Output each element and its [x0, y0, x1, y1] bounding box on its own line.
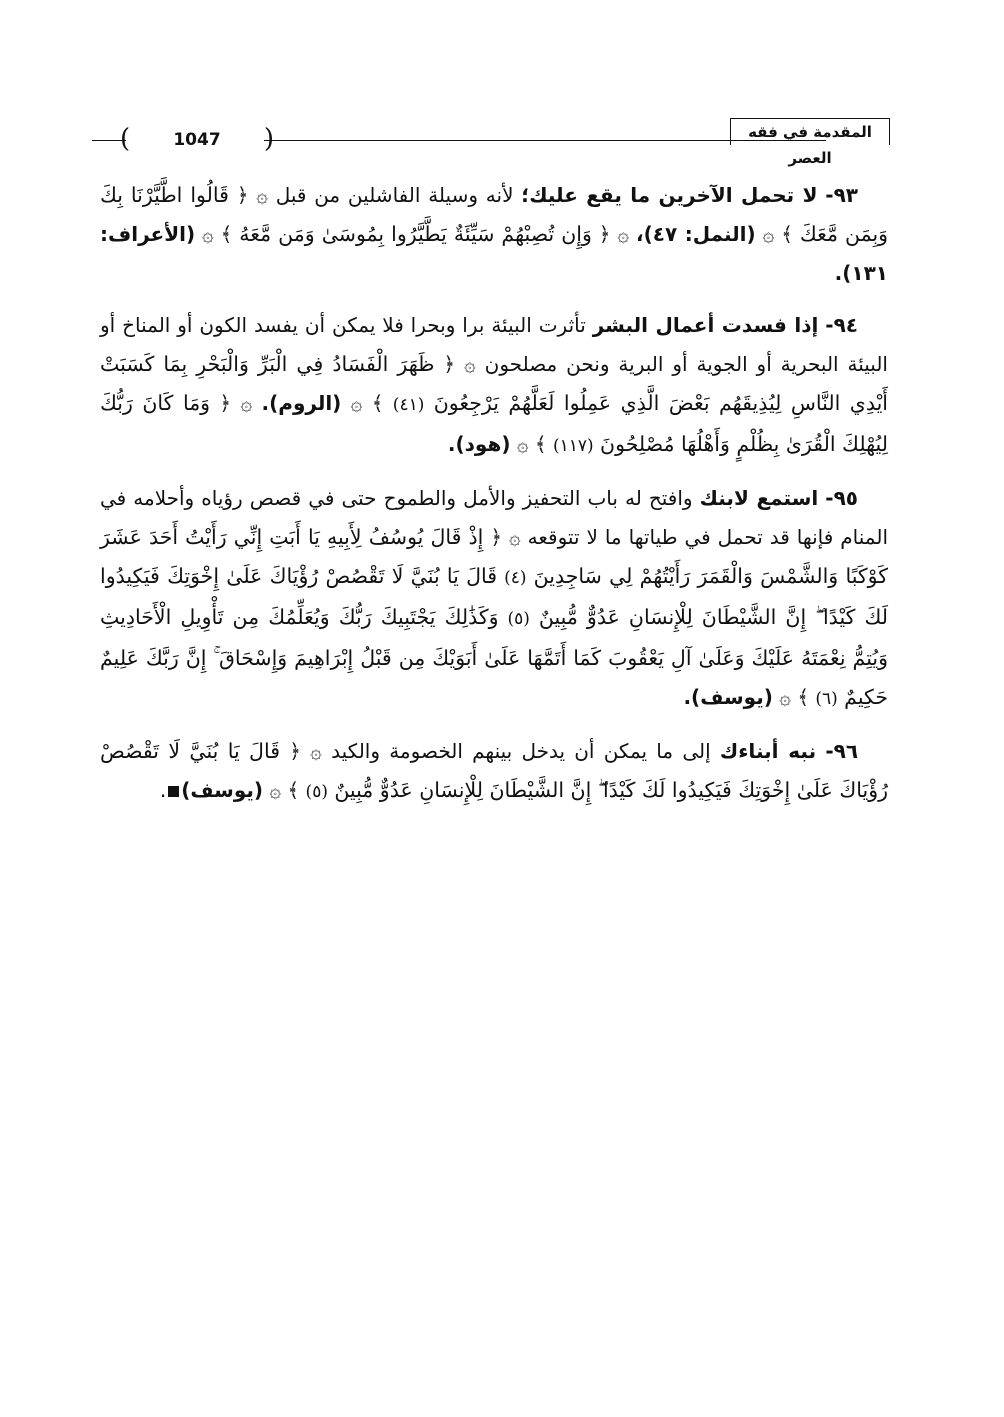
verse-open-bracket: ﴿: [219, 391, 232, 415]
verse-close-bracket: ﴾: [797, 685, 810, 709]
page-body: [100, 176, 888, 825]
verse-mark-icon: ۞: [762, 222, 775, 246]
item-number: ٩٥-: [825, 486, 859, 510]
ayah-number: (١١٧): [553, 436, 594, 456]
quran-verse: وَإِن تُصِبْهُمْ سَيِّئَةٌ يَطَّيَّرُوا بِمُوسَىٰ وَمَن مَّعَهُ: [239, 222, 592, 246]
item-number: ٩٣-: [825, 183, 858, 207]
quran-verse: ظَهَرَ الْفَسَادُ فِي الْبَرِّ وَالْبَحْرِ بِمَا كَسَبَتْ أَيْدِي النَّاسِ لِيُذِيقَهُم بَعْضَ الَّذِي عَمِلُوا لَعَلَّهُمْ يَرْجِعُونَ: [100, 352, 889, 415]
verse-mark-icon: ۞: [516, 432, 529, 456]
ayah-number: (٦): [815, 689, 838, 709]
item-number: ٩٤-: [825, 313, 858, 337]
verse-mark-icon: ۞: [201, 222, 214, 246]
verse-mark-icon: ۞: [269, 778, 282, 802]
quran-verse: قَالُوا اطَّيَّرْنَا بِكَ وَبِمَن مَّعَكَ: [100, 183, 889, 246]
page-number: 1047: [173, 130, 221, 150]
item-text: تأثرت البيئة برا وبحرا فلا يمكن أن يفسد الكون أو المناخ أو البيئة البحرية أو الجوية أو البرية ونحن مصلحون: [100, 313, 888, 376]
page-number-badge: [120, 124, 274, 154]
verse-mark-icon: ۞: [350, 391, 363, 415]
ayah-number: (٥): [507, 609, 530, 629]
ayah-number: (٤): [504, 568, 527, 588]
quran-verse: وَكَذَٰلِكَ يَجْتَبِيكَ رَبُّكَ وَيُعَلِّمُكَ مِن تَأْوِيلِ الْأَحَادِيثِ وَيُتِمُّ نِعْمَتَهُ عَلَيْكَ وَعَلَىٰ آلِ يَعْقُوبَ كَمَا أَتَمَّهَا عَلَىٰ أَبَوَيْكَ مِن قَبْلُ إِبْرَاهِيمَ وَإِسْحَاقَ ۚ إِنَّ رَبَّكَ عَلِيمٌ حَكِيمٌ: [100, 605, 888, 709]
item-number: ٩٦-: [825, 739, 859, 763]
verse-reference: (النمل: ٤٧)،: [636, 222, 756, 246]
verse-open-bracket: ﴿: [289, 739, 301, 763]
verse-close-bracket: ﴾: [781, 222, 793, 246]
quran-verse: قَالَ يَا بُنَيَّ لَا تَقْصُصْ رُؤْيَاكَ عَلَىٰ إِخْوَتِكَ فَيَكِيدُوا لَكَ كَيْدًا ۖ إِنَّ الشَّيْطَانَ لِلْإِنسَانِ عَدُوٌّ مُّبِينٌ: [100, 739, 888, 802]
ayah-number: (٥): [305, 782, 328, 802]
bracket-left-icon: (: [120, 124, 131, 154]
paragraph-95: [100, 479, 888, 719]
quran-verse: قَالَ يَا بُنَيَّ لَا تَقْصُصْ رُؤْيَاكَ عَلَىٰ إِخْوَتِكَ فَيَكِيدُوا لَكَ كَيْدًا ۖ إِنَّ الشَّيْطَانَ لِلْإِنسَانِ عَدُوٌّ مُّبِينٌ: [100, 564, 889, 629]
verse-mark-icon: ۞: [617, 222, 630, 246]
verse-open-bracket: ﴿: [598, 222, 611, 246]
verse-reference: (هود).: [447, 432, 511, 456]
quran-verse: إِذْ قَالَ يُوسُفُ لِأَبِيهِ يَا أَبَتِ إِنِّي رَأَيْتُ أَحَدَ عَشَرَ كَوْكَبًا وَالشَّمْسَ وَالْقَمَرَ رَأَيْتُهُمْ لِي سَاجِدِينَ: [100, 525, 888, 588]
item-heading: استمع لابنك: [699, 486, 819, 510]
verse-close-bracket: ﴾: [287, 778, 300, 802]
paragraph-93: [100, 176, 888, 293]
item-text: إلى ما يمكن أن يدخل بينهم الخصومة والكيد: [331, 739, 711, 763]
book-title: المقدمة في فقه العصر: [730, 118, 890, 145]
verse-mark-icon: ۞: [256, 183, 268, 207]
paragraph-94: [100, 306, 888, 466]
verse-mark-icon: ۞: [509, 525, 521, 549]
verse-open-bracket: ﴿: [236, 183, 249, 207]
verse-open-bracket: ﴿: [490, 525, 503, 549]
quran-verse: وَمَا كَانَ رَبُّكَ لِيُهْلِكَ الْقُرَىٰ بِظُلْمٍ وَأَهْلُهَا مُصْلِحُونَ: [100, 391, 888, 456]
verse-reference: (يوسف): [181, 778, 264, 802]
verse-reference: (الأعراف: ١٣١).: [100, 222, 888, 285]
verse-mark-icon: ۞: [310, 739, 322, 763]
item-text: وافتح له باب التحفيز والأمل والطموح حتى في قصص رؤياه وأحلامه في المنام فإنها قد تحمل في طياتها ما لا تتوقعه: [100, 486, 888, 549]
verse-reference: (يوسف).: [683, 685, 773, 709]
item-text: لأنه وسيلة الفاشلين من قبل: [275, 183, 514, 207]
verse-reference: (الروم).: [261, 391, 342, 415]
item-heading: إذا فسدت أعمال البشر: [592, 313, 819, 337]
verse-open-bracket: ﴿: [443, 352, 456, 376]
item-heading: نبه أبناءك: [719, 739, 817, 763]
verse-mark-icon: ۞: [779, 685, 791, 709]
item-heading: لا تحمل الآخرين ما يقع عليك؛: [521, 183, 818, 207]
paragraph-96: ٩٦- نبه أبناءك إلى ما يمكن أن يدخل بينهم الخصومة والكيد ۞ ﴿ قَالَ يَا بُنَيَّ لَا تَقْصُصْ رُؤْيَاكَ عَلَىٰ إِخْوَتِكَ فَيَكِيدُوا لَكَ كَيْدًا ۖ إِنَّ الشَّيْطَانَ لِلْإِنسَانِ عَدُوٌّ مُّبِينٌ (٥) ﴾ ۞ (يوسف).: [100, 739, 888, 802]
ayah-number: (٤١): [392, 395, 425, 415]
verse-mark-icon: ۞: [464, 352, 476, 376]
end-mark-icon: [168, 786, 179, 797]
bracket-right-icon: ): [263, 124, 274, 154]
verse-close-bracket: ﴾: [220, 222, 233, 246]
running-header: [92, 118, 890, 167]
verse-close-bracket: ﴾: [371, 391, 384, 415]
verse-close-bracket: ﴾: [534, 432, 547, 456]
verse-mark-icon: ۞: [240, 391, 253, 415]
